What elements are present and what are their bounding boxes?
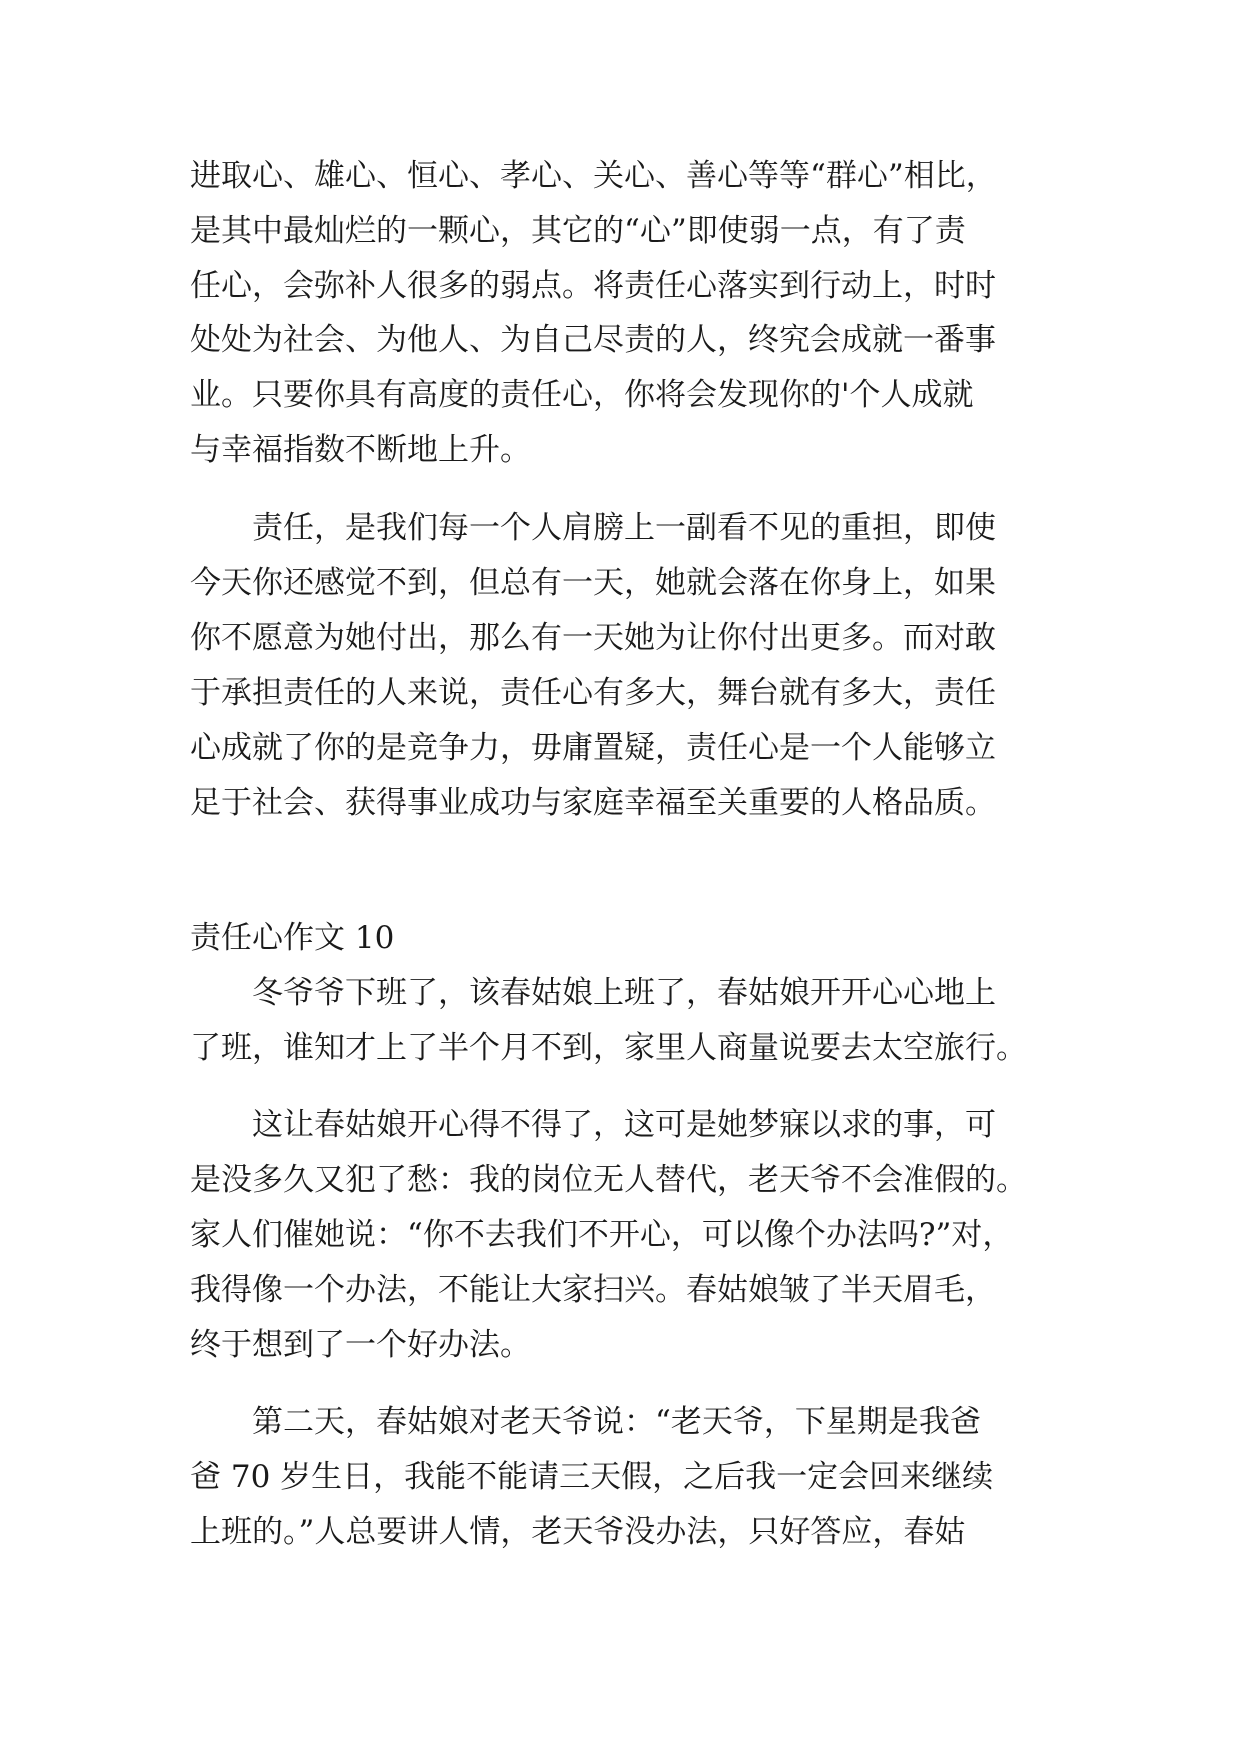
paragraph-line: 第二天，春姑娘对老天爷说：“老天爷，下星期是我爸 <box>190 1404 981 1440</box>
paragraph-line: 这让春姑娘开心得不得了，这可是她梦寐以求的事，可 <box>190 1107 996 1143</box>
paragraph-line: 心成就了你的是竞争力，毋庸置疑，责任心是一个人能够立 <box>190 730 996 766</box>
paragraph-line: 了班，谁知才上了半个月不到，家里人商量说要去太空旅行。 <box>190 1030 1027 1066</box>
paragraph-line: 与幸福指数不断地上升。 <box>190 432 531 468</box>
paragraph-line: 冬爷爷下班了，该春姑娘上班了，春姑娘开开心心地上 <box>190 975 996 1011</box>
paragraph-line: 终于想到了一个好办法。 <box>190 1327 531 1363</box>
paragraph-line: 今天你还感觉不到，但总有一天，她就会落在你身上，如果 <box>190 565 996 601</box>
paragraph-line: 上班的。”人总要讲人情，老天爷没办法，只好答应，春姑 <box>190 1514 966 1550</box>
paragraph-line: 于承担责任的人来说，责任心有多大，舞台就有多大，责任 <box>190 675 996 711</box>
paragraph-line: 足于社会、获得事业成功与家庭幸福至关重要的人格品质。 <box>190 785 996 821</box>
paragraph-line: 我得像一个办法，不能让大家扫兴。春姑娘皱了半天眉毛， <box>190 1272 996 1308</box>
paragraph-line: 进取心、雄心、恒心、孝心、关心、善心等等“群心”相比， <box>190 158 997 194</box>
paragraph-line: 爸 70 岁生日，我能不能请三天假，之后我一定会回来继续 <box>190 1459 994 1495</box>
paragraph-line: 业。只要你具有高度的责任心，你将会发现你的'个人成就 <box>190 377 974 413</box>
paragraph-line: 是其中最灿烂的一颗心，其它的“心”即使弱一点，有了责 <box>190 213 966 249</box>
paragraph-line: 家人们催她说：“你不去我们不开心，可以像个办法吗?”对， <box>190 1217 1014 1253</box>
paragraph-line: 处处为社会、为他人、为自己尽责的人，终究会成就一番事 <box>190 322 996 358</box>
paragraph-line: 责任，是我们每一个人肩膀上一副看不见的重担，即使 <box>190 510 996 546</box>
paragraph-line: 你不愿意为她付出，那么有一天她为让你付出更多。而对敢 <box>190 620 996 656</box>
section-heading: 责任心作文 10 <box>190 920 395 956</box>
paragraph-line: 任心，会弥补人很多的弱点。将责任心落实到行动上，时时 <box>190 268 996 304</box>
paragraph-line: 是没多久又犯了愁：我的岗位无人替代，老天爷不会准假的。 <box>190 1162 1027 1198</box>
